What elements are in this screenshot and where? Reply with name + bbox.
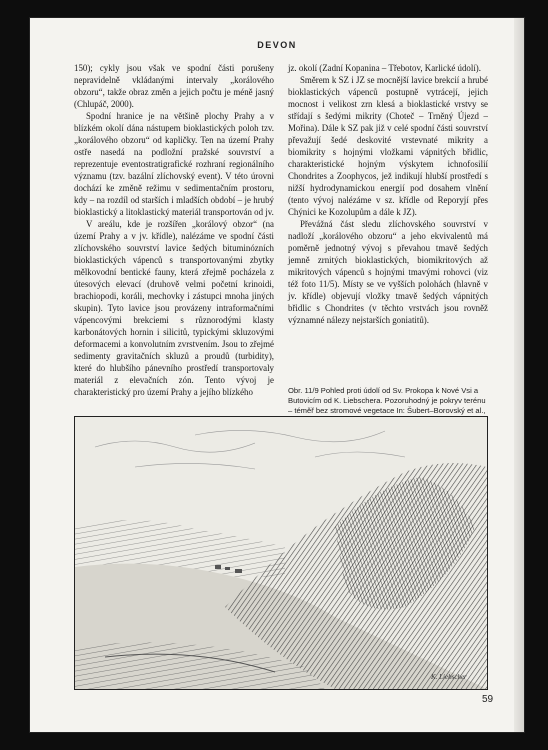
paragraph: Směrem k SZ i JZ se mocnější lavice brekcií a hrubé bioklastických vápenců postupně vytrácejí, jejich mocnost i velikost zrn klesá a bioklastické vrstvy se střídají s šedými mikrity (Choteč – Trněný Újezd – Mořina). Dále k SZ pak již v celé spodní části souvrství převažují šedé deskovité vrstevnaté mikrity a biomikrity s hojnými vložkami vápnitých břidlic, charakteristické hojným výskytem ichnofosilií Chondrites a Zoophycos, jež indikují hlubší prostředí s nižší hydrodynamickou energií pod dosahem vlnění (tento vývoj nalézáme v sz. křídle od Reporyjí přes Chýnici ke Kozolupům a dále k JZ). <box>288 75 488 217</box>
page-edge <box>514 18 524 732</box>
paragraph: Převážná část sledu zlíchovského souvrství v nadloží „korálového obzoru“ a jeho ekvivalentů má poměrně jednotný vývoj s převahou tmavě šedých jemně zrnitých bioklastických, biomikritových až mikritových vápenců s hojnými tmavými rohovci (viz též foto 11/5). Místy se ve vyšších polohách (hlavně v jv. křídle) objevují vložky tmavě šedých vápnitých břidlic s Chondrites (v těchto vrstvách jsou rovněž významné nálezy nejstarších goniatitů). <box>288 219 488 325</box>
figure-caption: Obr. 11/9 Pohled proti údolí od Sv. Prokopa k Nové Vsi a Butovicím od K. Liebschera. Pozoruhodný je pokryv terénu – téměř bez stromové vegetace In: Šubert–Borovský et al., <box>288 386 486 415</box>
page-number: 59 <box>482 694 494 705</box>
engraving-illustration <box>75 417 487 689</box>
paragraph: Spodní hranice je na většině plochy Prahy a v blízkém okolí dána nástupem bioklastických poloh tzv. „korálového obzoru“ od kapličky. Ten na území Prahy ostře nasedá na podložní pražské souvrství a reprezentuje eventostratigrafické rozhraní regionálního významu (tzv. bazální zlíchovský event). V této úrovni dochází ke změně režimu v sedimentačním prostoru, kdy – na rozdíl od starších i mladších období – je hrubý bioklastický a litoklastický materiál transportován od jv. <box>74 111 274 217</box>
paragraph: 150); cykly jsou však ve spodní části porušeny nepravidelně vkládanými intervaly „korálového obzoru“, takže obraz změn a jejich počtu je méně jasný (Chlupáč, 2000). <box>74 63 274 109</box>
running-header: DEVON <box>257 40 297 50</box>
paragraph: V areálu, kde je rozšířen „korálový obzor“ (na území Prahy a v jv. křídle), nalézáme ve spodní části zlíchovského souvrství lavice šedých bituminózních bioklastických vápenců s transportovanými zbytky mělkovodní bentické fauny, která zřejmě pocházela z útesových elevací (druhově velmi početní krinoidi, brachiopodi, koráli, mechovky i zástupci mnoha jiných skupin). Tyto lavice jsou provázeny intraformačními vápencovými brekciemi s různorodými klasty karbonátových hornin i silicitů, typickými skluzovými deformacemi a konvolutním zvrstvením. Jsou to zřejmé sedimenty gravitačních skluzů a proudů (turbidity), které do hlubšího pánevního prostředí transportovaly materiál z elevačních zón. Tento vývoj je charakteristický pro území Prahy a jejího blízkého <box>74 219 274 397</box>
left-text-column <box>74 62 274 398</box>
landscape-engraving <box>74 416 488 690</box>
right-text-column <box>288 62 488 326</box>
book-page <box>30 18 524 732</box>
artist-signature: K. Liebscher <box>431 673 467 681</box>
paragraph: jz. okolí (Zadní Kopanina – Třebotov, Karlické údolí). <box>288 63 481 73</box>
